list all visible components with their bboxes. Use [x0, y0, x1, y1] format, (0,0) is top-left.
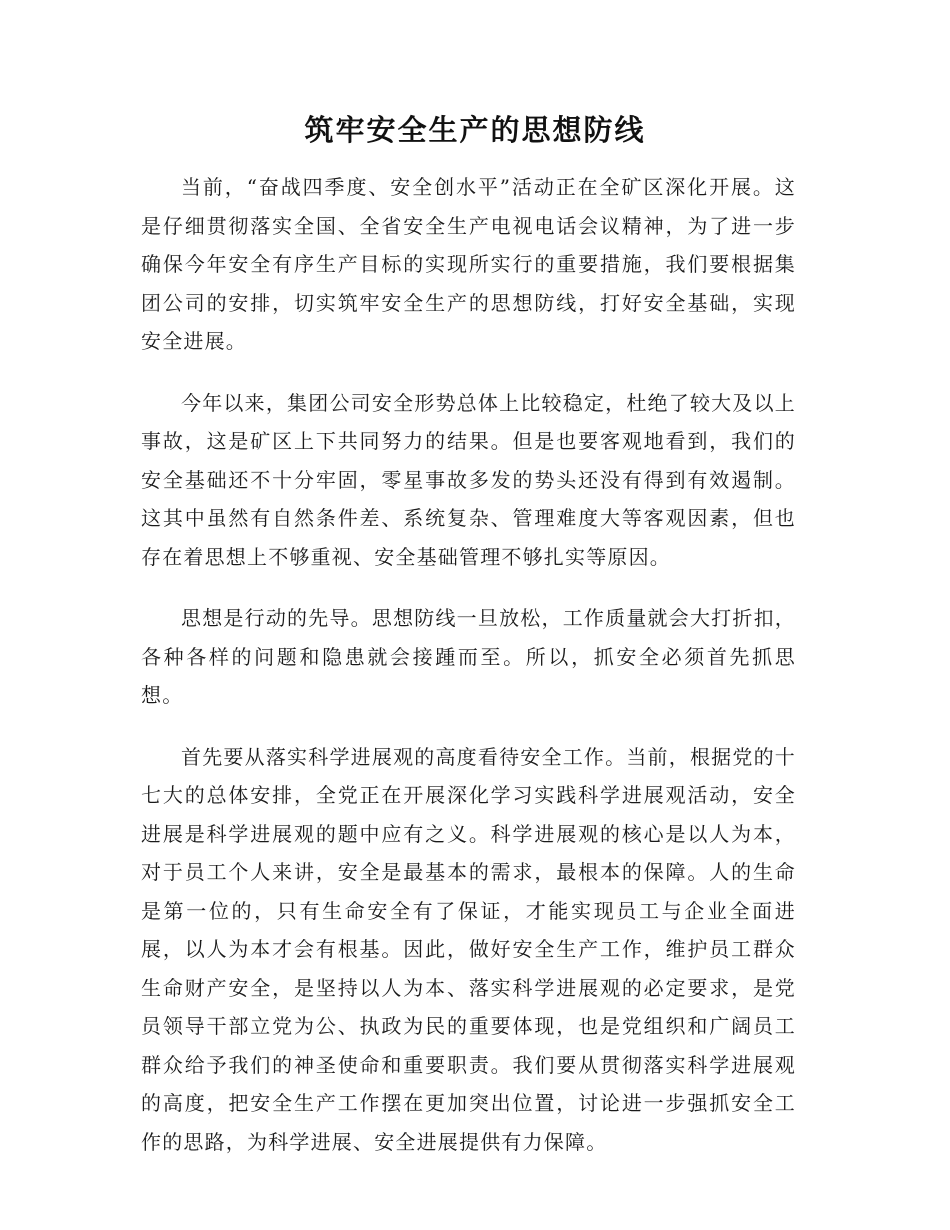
- paragraph-4: 首先要从落实科学进展观的高度看待安全工作。当前，根据党的十七大的总体安排，全党正在开展深化学习实践科学进展观活动，安全进展是科学进展观的题中应有之义。科学进展观的核心是以人为本，对于员工个人来讲，安全是最基本的需求，最根本的保障。人的生命是第一位的，只有生命安全有了保证，才能实现员工与企业全面进展，以人为本才会有根基。因此，做好安全生产工作，维护员工群众生命财产安全，是坚持以人为本、落实科学进展观的必定要求，是党员领导干部立党为公、执政为民的重要体现，也是党组织和广阔员工群众给予我们的神圣使命和重要职责。我们要从贯彻落实科学进展观的高度，把安全生产工作摆在更加突出位置，讨论进一步强抓安全工作的思路，为科学进展、安全进展提供有力保障。: [141, 744, 796, 1154]
- document-body: [141, 168, 796, 1184]
- document-title: 筑牢安全生产的思想防线: [304, 113, 646, 147]
- paragraph-2: 今年以来，集团公司安全形势总体上比较稳定，杜绝了较大及以上事故，这是矿区上下共同努力的结果。但是也要客观地看到，我们的安全基础还不十分牢固，零星事故多发的势头还没有得到有效遏制。这其中虽然有自然条件差、系统复杂、管理难度大等客观因素，但也存在着思想上不够重视、安全基础管理不够扎实等原因。: [141, 390, 796, 569]
- paragraph-3: 思想是行动的先导。思想防线一旦放松，工作质量就会大打折扣，各种各样的问题和隐患就会接踵而至。所以，抓安全必须首先抓思想。: [141, 606, 796, 707]
- paragraph-1: 当前，“奋战四季度、安全创水平”活动正在全矿区深化开展。这是仔细贯彻落实全国、全省安全生产电视电话会议精神，为了进一步确保今年安全有序生产目标的实现所实行的重要措施，我们要根据集团公司的安排，切实筑牢安全生产的思想防线，打好安全基础，实现安全进展。: [141, 175, 796, 353]
